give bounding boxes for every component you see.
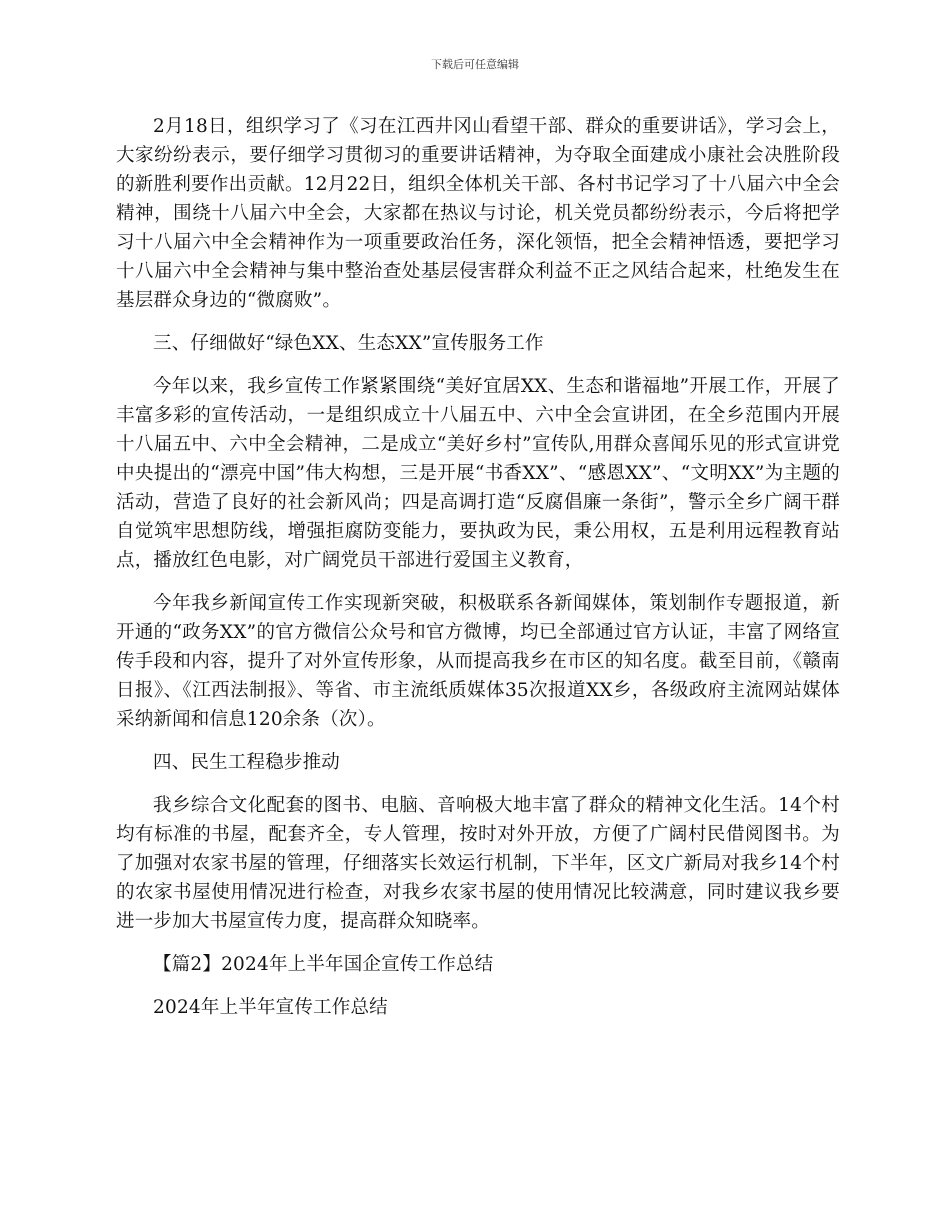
paragraph-news-breakthrough: 今年我乡新闻宣传工作实现新突破，积极联系各新闻媒体，策划制作专题报道，新开通的“政务XX”的官方微信公众号和官方微博，均已全部通过官方认证，丰富了网络宣传手段和内容，提升了对外宣传形象，从而提高我乡在市区的知名度。截至目前，《赣南日报》、《江西法制报》、等省、市主流纸质媒体35次报道XX乡，各级政府主流网站媒体采纳新闻和信息120余条（次）。 [116,593,840,730]
paragraph-publicity-activities: 今年以来，我乡宣传工作紧紧围绕“美好宜居XX、生态和谐福地”开展工作，开展了丰富多彩的宣传活动，一是组织成立十八届五中、六中全会宣讲团，在全乡范围内开展十八届五中、六中全会精神，二是成立“美好乡村”宣传队,用群众喜闻乐见的形式宣讲党中央提出的“漂亮中国”伟大构想，三是开展“书香XX”、“感恩XX”、“文明XX”为主题的活动，营造了良好的社会新风尚；四是高调打造“反腐倡廉一条街”，警示全乡广阔干群自觉筑牢思想防线，增强拒腐防变能力，要执政为民，秉公用权，五是利用远程教育站点，播放红色电影，对广阔党员干部进行爱国主义教育， [116,376,840,571]
section-heading-3: 三、仔细做好“绿色XX、生态XX”宣传服务工作 [153,333,544,354]
paragraph-culture-facilities: 我乡综合文化配套的图书、电脑、音响极大地丰富了群众的精神文化生活。14个村均有标准的书屋，配套齐全，专人管理，按时对外开放，方便了广阔村民借阅图书。为了加强对农家书屋的管理，仔细落实长效运行机制，下半年，区文广新局对我乡14个村的农家书屋使用情况进行检查，对我乡农家书屋的使用情况比较满意，同时建议我乡要进一步加大书屋宣传力度，提高群众知晓率。 [116,795,840,932]
document-body [116,112,840,1036]
section-heading-4: 四、民生工程稳步推动 [153,752,341,773]
summary-title: 2024年上半年宣传工作总结 [153,997,388,1018]
paragraph-study-meetings: 2月18日，组织学习了《习在江西井冈山看望干部、群众的重要讲话》，学习会上，大家纷纷表示，要仔细学习贯彻习的重要讲话精神，为夺取全面建成小康社会决胜阶段的新胜利要作出贡献。12月22日，组织全体机关干部、各村书记学习了十八届六中全会精神，围绕十八届六中全会，大家都在热议与讨论，机关党员都纷纷表示，今后将把学习十八届六中全会精神作为一项重要政治任务，深化领悟，把全会精神悟透，要把学习十八届六中全会精神与集中整治查处基层侵害群众利益不正之风结合起来，杜绝发生在基层群众身边的“微腐败”。 [116,116,840,311]
header-note: 下载后可任意编辑 [431,58,519,71]
part-2-title: 【篇2】2024年上半年国企宣传工作总结 [153,954,494,975]
